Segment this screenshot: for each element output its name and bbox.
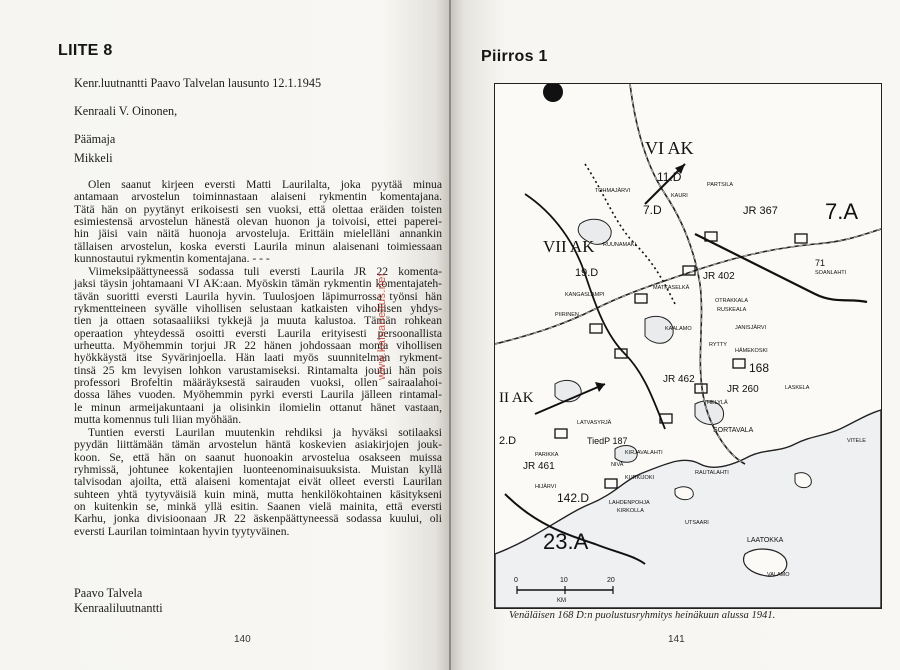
figure-caption: Venäläisen 168 D:n puolustusryhmitys heinäkuun alussa 1941. [509, 610, 776, 621]
text-line: Tuntien eversti Laurilan muutenkin rehdiksi ja hyväksi sotilaaksi [88, 426, 442, 439]
map-label-142d: 142.D [557, 491, 590, 505]
place-hijarvi: HIJÄRVI [535, 484, 556, 490]
place-helyla: HELYLÄ [707, 400, 728, 406]
figure-heading: Piirros 1 [481, 48, 548, 65]
place-rytty: RYTTY [709, 342, 727, 348]
military-map [494, 83, 882, 609]
map-label-23a: 23.A [543, 529, 589, 554]
unit-symbol [635, 294, 647, 303]
place-utsaari: UTSAARI [685, 520, 709, 526]
page-number-right: 141 [668, 634, 685, 645]
place-otrakkala: OTRAKKALA [715, 298, 749, 304]
map-label-71: 71 [815, 258, 826, 268]
text-line: hyökkäystä itse Syvärinjoella. Hän laati myös suunnitelman rykment- [74, 351, 442, 365]
place-kaalamo: KAALAMO [665, 326, 692, 332]
text-line: rykmentteineen syvälle vihollisen selustaan katkaisten vihollisen yhdys- [74, 302, 442, 316]
map-label-11d: 11.D [657, 170, 682, 184]
text-line: tinsä 25 km levyisen lohkon varustamiseksi. Rintamalta joutui hän pois [74, 363, 442, 377]
text-line: mutta komennus tuli liian myöhään. [74, 413, 242, 427]
punch-hole-mark [543, 84, 563, 102]
place-parikka: PARIKKA [535, 452, 559, 458]
map-label-7d: 7.D [643, 203, 662, 217]
place-piirinen: PIIRINEN [555, 312, 579, 318]
unit-symbol [555, 429, 567, 438]
text-line: tien ja ottaen sotasaaliiksi tykkejä ja muuta kalustoa. Tämän rohkean [74, 314, 442, 328]
map-label-jr402: JR 402 [703, 271, 735, 282]
place-ruskeala: RUSKEALA [717, 307, 747, 313]
place-valamo: VALAMO [767, 572, 790, 578]
map-label-jr461: JR 461 [523, 461, 555, 472]
map-label-ii-ak: II AK [499, 390, 534, 406]
small-island [675, 487, 693, 500]
text-line: Tätä hän on pyytänyt erikoisesti sen vuoksi, että olettaa eräiden toisten [74, 202, 442, 216]
place-kirkolla: KIRKOLLA [617, 508, 644, 514]
place-ruunaa: RUUNAMAKI [603, 242, 637, 248]
place-niva: NIVA [611, 462, 624, 468]
map-label-vi-ak: VI AK [645, 138, 694, 158]
scale-label-0: 0 [514, 577, 518, 584]
text-line: suhteen yhtä tyytyväisiä kuin minä, mutta henkilökohtainen käsitykseni [74, 487, 442, 501]
signature-rank: Kenraaliluutnantti [74, 601, 163, 615]
letter-paragraph-3 [74, 427, 442, 538]
letter-title: Kenr.luutnantti Paavo Talvelan lausunto 12.1.1945 [74, 76, 322, 90]
left-page [0, 0, 449, 670]
text-line: antamaan arvostelun toiminnastaan alaiseni rykmentin komentajana. [74, 190, 442, 204]
scale-unit: KM [557, 598, 566, 604]
map-label-jr367: JR 367 [743, 205, 778, 217]
map-label-vii-ak: VII AK [543, 237, 595, 256]
text-line: Karhu, jonka divisioonaan JR 22 äskenpäättyneessä sodassa kuului, oli [74, 512, 442, 526]
place-vitele: VITELE [847, 438, 866, 444]
map-label-2d: 2.D [499, 435, 517, 447]
place-janisjarvi: JANISJÄRVI [735, 325, 767, 331]
text-line: le minun armeijakuntaani ja olisinkin ilomielin ottanut hänet vastaan, [74, 400, 442, 414]
army-boundary [695, 234, 867, 302]
place-tohmajarvi: TOHMAJÄRVI [595, 188, 631, 194]
scale-label-10: 10 [560, 577, 568, 584]
appendix-heading: LIITE 8 [58, 42, 113, 59]
text-line: tävän suoritti eversti Laurila hyvin. Tuulosjoen läpimurrossa työnsi hän [74, 289, 442, 303]
text-line: Olen saanut kirjeen eversti Matti Laurilalta, joka pyytää minua [88, 178, 442, 191]
text-line: talvisodan ajoilta, että alaiseni komentajat eivät olleet eversti Laurilan [74, 475, 442, 489]
place-kaurila: KAURI [671, 193, 688, 199]
map-drawing [495, 84, 881, 608]
text-line: koon. Se, että hän on saanut huonoakin arvostelua osakseen muissa [74, 450, 442, 464]
place-matkaselka: MATKASELKÄ [653, 285, 690, 291]
text-line: eversti Laurilan toimintaan hyvin tyytyväinen. [74, 524, 290, 538]
text-line: esimiestensä arvostelun hänestä olevan huonon ja toivoisi, ettei paperei- [74, 215, 442, 229]
text-line: jaksi täysin johtamaani VI AK:aan. Myöskin tämän rykmentin komentajateh- [74, 277, 442, 291]
place-rautalahti: RAUTALAHTI [695, 470, 729, 476]
unit-symbol [795, 234, 807, 243]
text-line: kunnostautui rykmentin komentajana. - - - [74, 252, 270, 266]
place-kangaslampi: KANGASLAMPI [565, 292, 605, 298]
salutation: Kenraali V. Oinonen, [74, 104, 178, 118]
text-line: dossa lähes vuoden. Myöhemmin pyrki eversti Laurila jälleen rintamal- [74, 388, 442, 402]
letter-place-2: Mikkeli [74, 151, 113, 165]
text-line: tällaisen arvostelun, koska eversti Laurila minun alaisenani toimiessaan [74, 239, 442, 253]
text-line: on kuitenkin se, minkä yllä esitin. Saanen vielä mainita, että eversti [74, 500, 442, 514]
unit-symbol [605, 479, 617, 488]
place-kurkijoki: KURKIJOKI [625, 475, 655, 481]
place-soanlahti: SOANLAHTI [815, 270, 847, 276]
place-lahdenpohja: LAHDENPOHJA [609, 500, 650, 506]
place-hameekoski: HÄMEKOSKI [735, 348, 768, 354]
place-laskela: LASKELA [785, 385, 810, 391]
place-sortavala: SORTAVALA [713, 427, 754, 434]
text-line: professori Brofeltin määräyksestä sairauden vuoksi, ollen sairaalahoi- [74, 376, 442, 390]
inland-lake [555, 380, 581, 401]
signature-name: Paavo Talvela [74, 586, 143, 600]
text-line: operaation yhteydessä osoitti eversti Laurila erityisesti persoonallista [74, 326, 442, 340]
lake-ladoga [495, 410, 881, 608]
right-page [451, 0, 900, 670]
letter-paragraph-1 [74, 179, 442, 265]
page-number-left: 140 [234, 634, 251, 645]
small-island [795, 473, 811, 488]
place-partsila: PARTSILA [707, 182, 734, 188]
map-label-19d: 19.D [575, 267, 599, 279]
map-label-jr260: JR 260 [727, 384, 759, 395]
watermark-text: www.kaisaneitus.net [376, 272, 388, 380]
text-line: ryhmissä, johtunee kokentajien luonteenominaisuuksista. Muistan kyllä [74, 463, 442, 477]
place-latvasyrja: LATVASYRJÄ [577, 420, 612, 426]
unit-symbol [733, 359, 745, 368]
scale-label-20: 20 [607, 577, 615, 584]
letter-place-1: Päämaja [74, 132, 116, 146]
text-line: hin jäisi vain näitä huonoja arvosteluja. Erittäin mielelläni annankin [74, 227, 442, 241]
place-laatokka: LAATOKKA [747, 537, 784, 544]
map-label-168: 168 [749, 361, 770, 375]
text-line: Viimeksipäättyneessä sodassa tuli eversti Laurila JR 22 komenta- [88, 265, 442, 278]
text-line: urheutta. Myöhemmin torjui JR 22 hänen johdossaan monta vihollisen [74, 339, 442, 353]
map-label-7a: 7.A [825, 199, 859, 224]
unit-symbol [590, 324, 602, 333]
map-label-jr462: JR 462 [663, 374, 695, 385]
place-kirjavalahti: KIRJAVALAHTI [625, 450, 663, 456]
map-label-tiedp: TiedP 187 [587, 436, 628, 446]
text-line: pyydän liittämään tämän arvostelun häntä koskevien asiakirjojen jouk- [74, 438, 442, 452]
